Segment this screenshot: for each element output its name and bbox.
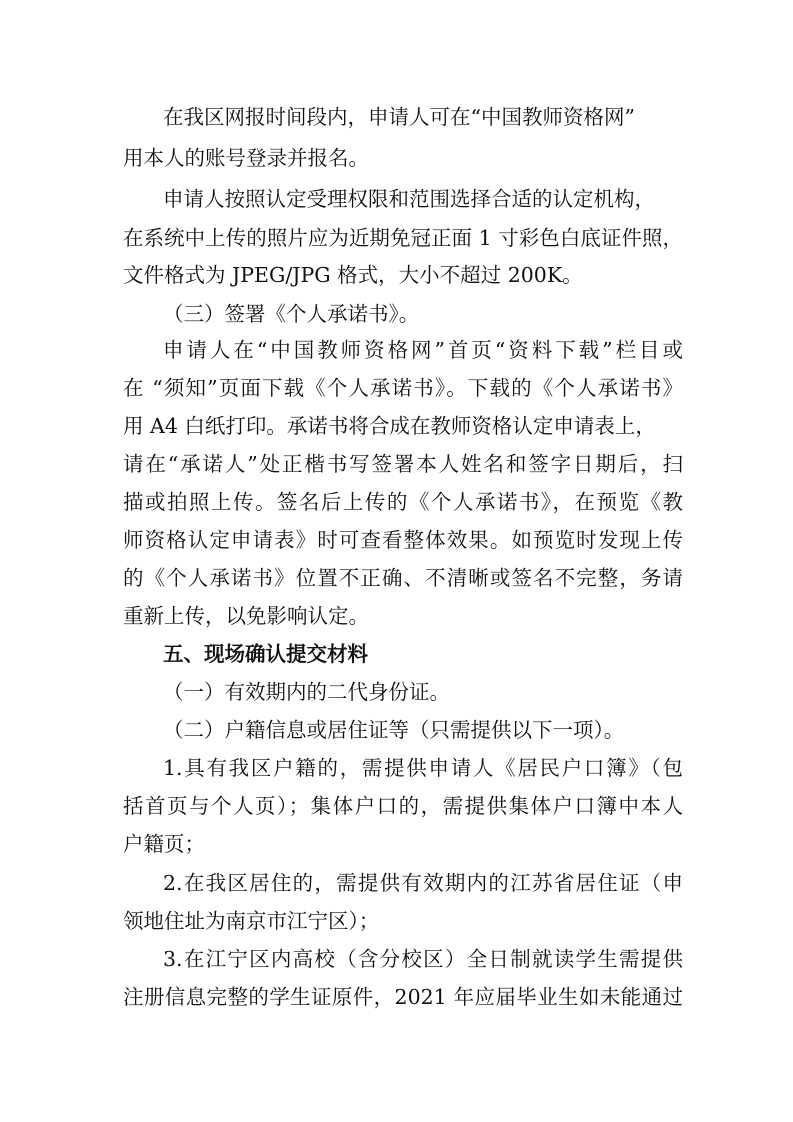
section-heading: 五、现场确认提交材料 bbox=[163, 642, 368, 666]
list-item-line: 1.具有我区户籍的，需提供申请人《居民户口簿》（包 bbox=[163, 756, 683, 780]
paragraph-line: 重新上传，以免影响认定。 bbox=[123, 604, 369, 628]
paragraph-line: 用本人的账号登录并报名。 bbox=[123, 146, 369, 170]
paragraph-line: 文件格式为 JPEG/JPG 格式，大小不超过 200K。 bbox=[123, 263, 583, 287]
list-item-line: 户籍页； bbox=[123, 832, 205, 856]
paragraph-line: 描或拍照上传。签名后上传的《个人承诺书》，在预览《教 bbox=[123, 490, 683, 514]
paragraph-line: 请在“承诺人”处正楷书写签署本人姓名和签字日期后，扫 bbox=[123, 452, 683, 476]
section-subheading: （三）签署《个人承诺书》。 bbox=[163, 302, 420, 326]
list-item-line: 注册信息完整的学生证原件，2021 年应届毕业生如未能通过 bbox=[123, 985, 683, 1009]
paragraph-line: 的《个人承诺书》位置不正确、不清晰或签名不完整，务请 bbox=[123, 566, 683, 590]
list-item-line: 2.在我区居住的，需提供有效期内的江苏省居住证（申 bbox=[163, 871, 683, 895]
paragraph-line: 申请人在“中国教师资格网”首页“资料下载”栏目或 bbox=[163, 338, 683, 362]
paragraph-line: 在系统中上传的照片应为近期免冠正面 1 寸彩色白底证件照， bbox=[123, 226, 683, 250]
paragraph-line: 申请人按照认定受理权限和范围选择合适的认定机构， bbox=[163, 187, 655, 211]
section-subheading: （一）有效期内的二代身份证。 bbox=[163, 680, 450, 704]
list-item-line: 括首页与个人页）；集体户口的，需提供集体户口簿中本人 bbox=[123, 794, 683, 818]
list-item-line: 领地住址为南京市江宁区）； bbox=[123, 909, 380, 933]
paragraph-line: 在 “须知”页面下载《个人承诺书》。下载的《个人承诺书》 bbox=[123, 376, 683, 400]
paragraph-line: 在我区网报时间段内，申请人可在“中国教师资格网” bbox=[163, 105, 635, 129]
section-subheading: （二）户籍信息或居住证等（只需提供以下一项）。 bbox=[163, 718, 625, 742]
list-item-line: 3.在江宁区内高校（含分校区）全日制就读学生需提供 bbox=[163, 947, 683, 971]
paragraph-line: 师资格认定申请表》时可查看整体效果。如预览时发现上传 bbox=[123, 528, 683, 552]
paragraph-line: 用 A4 白纸打印。承诺书将合成在教师资格认定申请表上， bbox=[123, 414, 656, 438]
